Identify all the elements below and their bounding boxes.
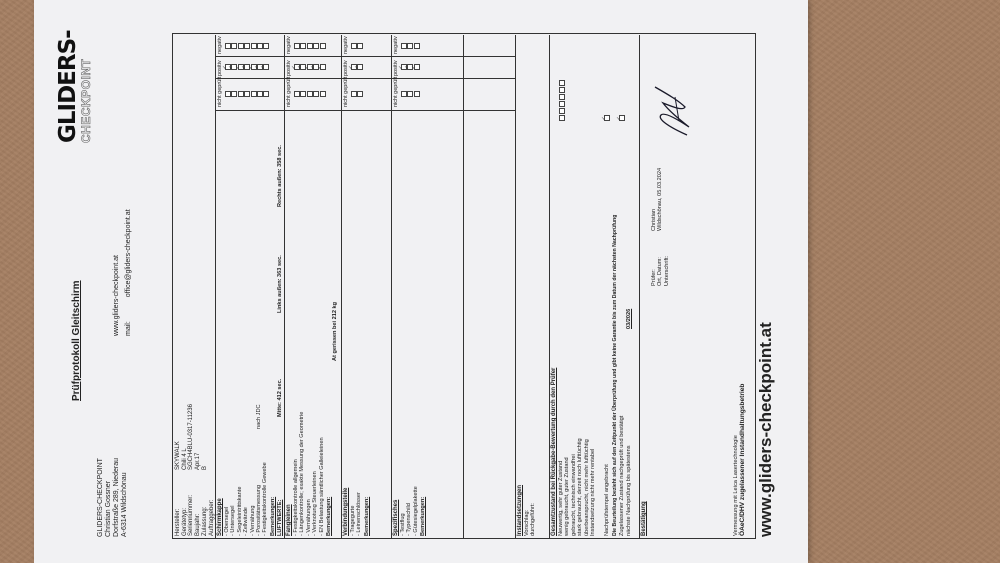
website-footer: www.gliders-checkpoint.at <box>756 322 775 537</box>
check-item: - Vernähungen <box>305 499 312 536</box>
protocol-form <box>51 21 791 541</box>
examiner-label: Prüfer: <box>651 269 657 286</box>
field-value: B <box>201 465 208 470</box>
check-item: - Festigkeitskontrolle Gewebe <box>262 462 269 536</box>
checkbox[interactable] <box>300 43 306 49</box>
col-head-negative: negativ <box>217 36 223 54</box>
next-check-label: nächste Nachprüfung bis spätestens <box>626 445 632 536</box>
checkbox[interactable] <box>257 43 263 49</box>
instandsetzungen-items <box>524 503 537 536</box>
checkbox[interactable] <box>407 43 413 49</box>
col-head-positive: positiv <box>343 60 349 76</box>
company-web: www.gliders-checkpoint.at <box>113 255 120 336</box>
leica-line: Vermessung mit Leica Lasertechnologie <box>733 435 739 536</box>
section-title-instandsetzungen: Instandsetzungen <box>517 484 523 536</box>
section-title-fangleinen: Fangleinen <box>286 504 292 536</box>
device-values <box>175 404 209 470</box>
condition-items <box>558 438 596 536</box>
fangleinen-note: At gerissen bei 212 kg <box>332 301 338 361</box>
checkbox[interactable] <box>263 64 269 70</box>
company-address <box>97 458 129 537</box>
field-value: Apr.17 <box>195 452 202 470</box>
paper-sheet <box>34 0 808 563</box>
col-head-negative: negativ <box>343 36 349 54</box>
spezifisches-items <box>400 486 419 536</box>
checkbox[interactable] <box>238 43 244 49</box>
checkbox[interactable] <box>251 91 257 97</box>
checkbox[interactable] <box>414 64 420 70</box>
checkbox[interactable] <box>357 64 363 70</box>
fangleinen-items <box>293 412 325 536</box>
condition-checkbox[interactable] <box>559 108 565 114</box>
air-value-mitte: Mitte: 412 sec. <box>277 378 283 417</box>
condition-item: gebraucht, technisch einwandfrei <box>570 454 577 536</box>
section-title-gesamtzustand: Gesamtzustand bei Rückgabe-Bewertung durch den Prüfer <box>551 367 557 536</box>
checkbox[interactable] <box>351 91 357 97</box>
document-title: Prüfprotokoll Gleitschirm <box>71 280 82 401</box>
column-divider <box>215 110 515 111</box>
condition-checkbox[interactable] <box>559 115 565 121</box>
col-head-checked: nicht geprüft <box>217 76 223 107</box>
next-check-date: 03/2026 <box>626 308 632 329</box>
check-item: - Untersegel <box>230 505 237 536</box>
field-label: Gerätetyp: <box>181 507 188 536</box>
condition-checkbox[interactable] <box>559 80 565 86</box>
section-divider <box>639 35 640 539</box>
section-divider <box>391 35 392 539</box>
field-label: Auftraggeber: <box>208 499 215 536</box>
section-title-verbindungsteile: Verbindungsteile <box>343 487 349 536</box>
checkbox[interactable] <box>401 91 407 97</box>
col-head-negative: negativ <box>393 36 399 54</box>
section-title-spezifisches: Spezifisches <box>393 499 399 536</box>
condition-item: Instandsetzung nicht mehr rentabel <box>590 448 597 536</box>
checkbox[interactable] <box>300 91 306 97</box>
checkbox[interactable] <box>257 91 263 97</box>
checkbox[interactable] <box>263 91 269 97</box>
checkbox[interactable] <box>294 91 300 97</box>
section-divider <box>215 35 216 539</box>
stempel-label: Nachprüfstempel angebracht <box>604 464 610 536</box>
check-item: - Typenschild <box>406 503 413 536</box>
checkbox[interactable] <box>244 43 250 49</box>
field-label: Baujahr: <box>195 513 202 536</box>
bemerkungen-label: Bemerkungen: <box>364 496 370 536</box>
checkbox[interactable] <box>401 43 407 49</box>
company-mail <box>125 209 133 336</box>
section-divider <box>549 35 550 539</box>
mail-label: mail: <box>125 321 132 336</box>
air-value-rechts: Rechts außen: 358 sec. <box>277 145 283 207</box>
bemerkungen-label: Bemerkungen: <box>420 496 426 536</box>
air-value-links: Links außen: 363 sec. <box>277 255 283 313</box>
company-street: Dorfstraße 289, Niederau <box>113 458 120 537</box>
condition-checkbox[interactable] <box>559 87 565 93</box>
section-divider <box>515 35 516 539</box>
checkbox[interactable] <box>313 43 319 49</box>
examiner-values <box>651 168 664 231</box>
check-item: - Testflug <box>400 513 406 536</box>
checkbox[interactable] <box>307 43 313 49</box>
col-head-negative: negativ <box>286 36 292 54</box>
column-divider <box>215 56 515 57</box>
checkbox[interactable] <box>357 43 363 49</box>
section-divider <box>341 35 342 539</box>
confirm-checkbox[interactable] <box>604 115 610 121</box>
check-item: - Obersegel <box>224 506 230 536</box>
col-head-checked: nicht geprüft <box>286 76 292 107</box>
luftwerte-label: LUFTWERTE: <box>277 499 283 536</box>
confirm-checkbox[interactable] <box>619 115 625 121</box>
col-head-positive: positiv <box>286 60 292 76</box>
check-item: - EN Belastung sämtlicher Galleieleinen <box>318 437 325 536</box>
bemerkungen-label: Bemerkungen: <box>270 496 276 536</box>
condition-item: wenig gebraucht, guter Zustand <box>564 457 571 536</box>
checkbox[interactable] <box>307 91 313 97</box>
checkbox[interactable] <box>251 43 257 49</box>
checkbox[interactable] <box>231 91 237 97</box>
check-item: - Porositätsmessung <box>256 485 263 536</box>
col-head-checked: nicht geprüft <box>343 76 349 107</box>
examiner-name: Christian <box>651 208 657 231</box>
repair-suggestion-label: Vorschlag: <box>524 509 530 536</box>
section-divider <box>463 35 464 539</box>
condition-checkbox[interactable] <box>559 94 565 100</box>
device-labels <box>175 495 215 536</box>
field-label: Seriennummer: <box>188 494 195 536</box>
examiner-labels <box>651 256 670 286</box>
check-item: - Verknotung Steuerleinen <box>312 471 319 536</box>
company-name: GLIDERS-CHECKPOINT <box>97 458 104 537</box>
checkbox[interactable] <box>225 91 231 97</box>
field-value: Chili 4 L <box>181 448 188 470</box>
check-item: - Leinenschlösser <box>356 492 363 536</box>
check-item: - Tragegurte <box>350 505 356 536</box>
checkbox[interactable] <box>414 91 420 97</box>
signature-label: Unterschrift: <box>663 255 670 286</box>
checkbox[interactable] <box>357 91 363 97</box>
place-date: Wildschönau, 05.03.2024 <box>657 167 664 231</box>
company-city: A-6314 Wildschönau <box>121 472 128 537</box>
logo-text-bottom: CHECKPOINT <box>79 58 93 143</box>
checkbox[interactable] <box>313 91 319 97</box>
section-divider <box>284 35 285 539</box>
repair-done-label: durchgeführt: <box>530 503 537 536</box>
field-value: SKYWALK <box>175 441 181 470</box>
certification-line: ÖAeC/DHV zugelassener Instandhaltungsbetrieb <box>739 383 746 536</box>
condition-item: überbeansprucht, nicht mehr lufttüchtig <box>583 439 590 536</box>
checkbox[interactable] <box>294 43 300 49</box>
checkbox[interactable] <box>225 43 231 49</box>
col-head-positive: positiv <box>393 60 399 76</box>
field-value: SGCH4BLU-0317-11236 <box>188 404 195 470</box>
col-head-checked: nicht geprüft <box>393 76 399 107</box>
checkbox[interactable] <box>414 43 420 49</box>
company-owner: Christian Gossner <box>105 480 112 537</box>
section-title-bestaetigung: Bestätigung <box>641 501 647 536</box>
condition-checkbox[interactable] <box>559 101 565 107</box>
checkbox[interactable] <box>231 43 237 49</box>
field-label: Hersteller: <box>175 508 181 536</box>
checkbox[interactable] <box>351 43 357 49</box>
place-date-label: Ort, Datum: <box>657 257 664 286</box>
bemerkungen-label: Bemerkungen: <box>326 496 332 536</box>
section-title-schirmkappe: Schirmkappe <box>217 498 223 536</box>
check-item: - Segeleintrittskante <box>236 486 243 536</box>
verbindungsteile-items <box>350 492 363 536</box>
checkbox[interactable] <box>238 91 244 97</box>
mail-address: office@gliders-checkpoint.at <box>125 209 132 298</box>
field-label: Zulassung: <box>201 506 208 536</box>
condition-item: Neuwertig, sehr guter Zustand <box>558 460 564 536</box>
handwritten-signature <box>649 81 697 141</box>
column-divider <box>639 538 754 539</box>
col-head-positive: positiv <box>217 60 223 76</box>
warning-text: Die Beurteilung bezieht sich auf den Zeitpunkt der Überprüfung und gibt keine Garantie bis zum Datum der nächsten Nachprüfung <box>612 214 618 536</box>
checkbox[interactable] <box>263 43 269 49</box>
column-divider <box>215 78 515 79</box>
porosity-note: nach JDC <box>256 404 262 429</box>
gliders-checkpoint-logo <box>57 28 92 143</box>
check-item: - Festigkeitskontrolle allgemein <box>293 459 299 536</box>
check-item: - Gütesiegelplakette <box>412 486 419 536</box>
condition-item: stark gebraucht, derzeit noch lufttüchtig <box>577 438 584 536</box>
checkbox[interactable] <box>320 64 326 70</box>
check-item: - Zellwände <box>243 507 250 536</box>
confirmed-line: Zugelassener Zustand nachgeprüft und bestätigt <box>619 415 625 536</box>
checkbox[interactable] <box>320 43 326 49</box>
checkbox[interactable] <box>244 91 250 97</box>
schirmkappe-items <box>224 462 269 536</box>
check-item: - Vernähung <box>249 505 256 536</box>
checkbox[interactable] <box>407 91 413 97</box>
check-item: - Längenkontrolle; exakte Messung der Geometrie <box>299 411 306 536</box>
logo-text-top: GLIDERS- <box>55 30 81 143</box>
checkbox[interactable] <box>320 91 326 97</box>
